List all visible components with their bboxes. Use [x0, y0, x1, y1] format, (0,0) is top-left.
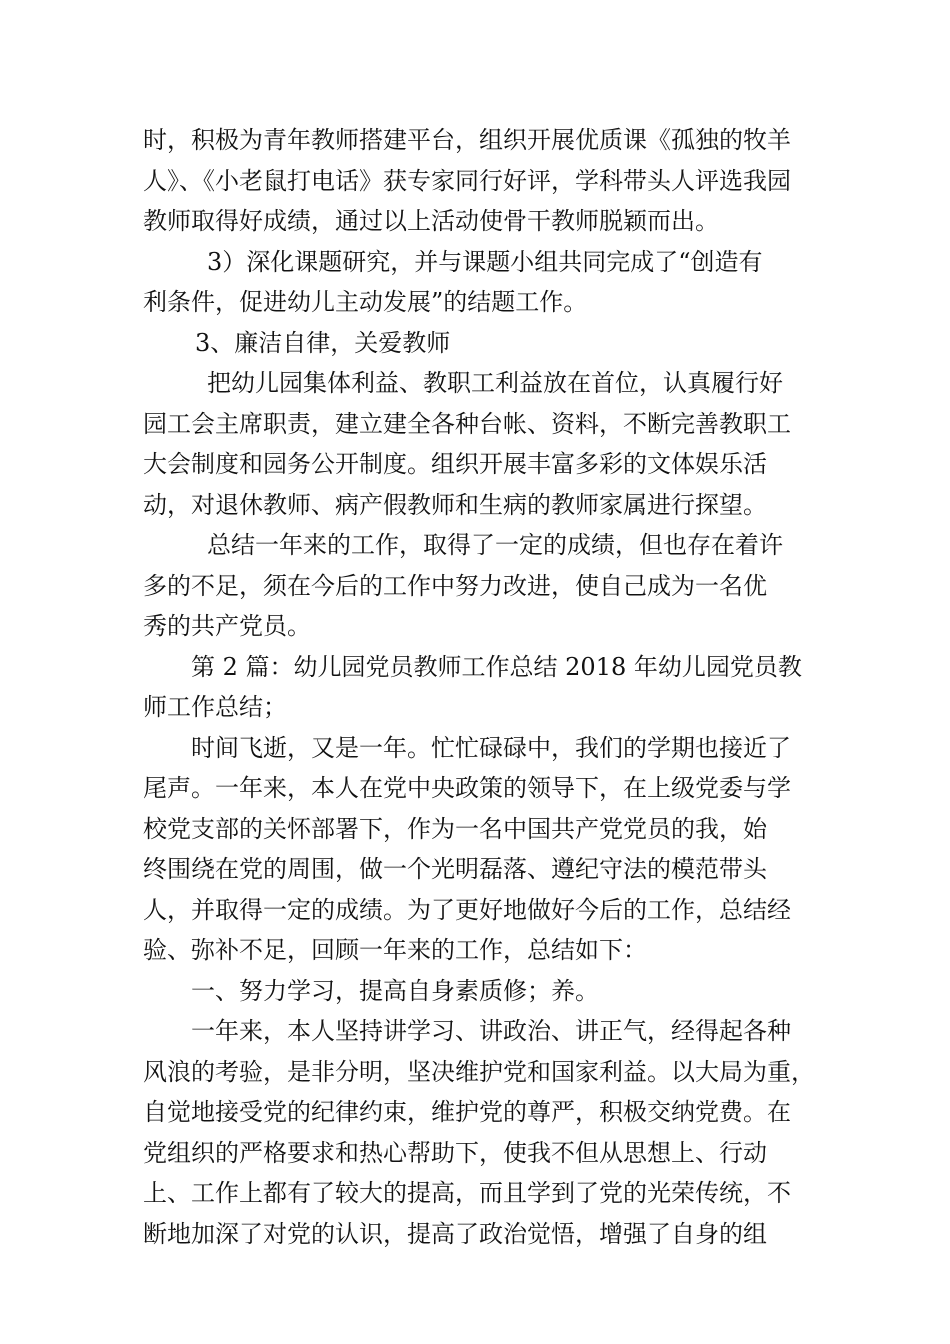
- text-line: 利条件，促进幼儿主动发展”的结题工作。: [143, 288, 588, 316]
- document-body: [143, 120, 813, 1254]
- text-line: 大会制度和园务公开制度。组织开展丰富多彩的文体娱乐活: [143, 450, 767, 478]
- text-line: 动，对退休教师、病产假教师和生病的教师家属进行探望。: [143, 490, 767, 519]
- text-line: 终围绕在党的周围，做一个光明磊落、遵纪守法的模范带头: [143, 855, 767, 883]
- section-heading: 一、努力学习，提高自身素质修；养。: [191, 976, 599, 1005]
- text-line: 3）深化课题研究，并与课题小组共同完成了“创造有: [207, 247, 763, 276]
- text-line: 时间飞逝，又是一年。忙忙碌碌中，我们的学期也接近了: [191, 733, 791, 762]
- text-line: 教师取得好成绩，通过以上活动使骨干教师脱颖而出。: [143, 207, 719, 235]
- text-line: 多的不足，须在今后的工作中努力改进，使自己成为一名优: [143, 571, 767, 600]
- text-line: 把幼儿园集体利益、教职工利益放在首位，认真履行好: [207, 369, 783, 397]
- section-heading: 3、廉洁自律，关爱教师: [195, 328, 451, 357]
- text-line: 校党支部的关怀部署下，作为一名中国共产党党员的我，始: [143, 814, 767, 843]
- text-line: 总结一年来的工作，取得了一定的成绩，但也存在着许: [207, 531, 783, 559]
- text-line: 断地加深了对党的认识，提高了政治觉悟，增强了自身的组: [143, 1219, 767, 1248]
- text-line: 一年来，本人坚持讲学习、讲政治、讲正气，经得起各种: [191, 1017, 791, 1045]
- text-line: 人，并取得一定的成绩。为了更好地做好今后的工作，总结经: [143, 895, 791, 924]
- text-line: 风浪的考验，是非分明，坚决维护党和国家利益。以大局为重，: [143, 1057, 815, 1086]
- text-line: 尾声。一年来，本人在党中央政策的领导下，在上级党委与学: [143, 774, 791, 802]
- text-line: 验、弥补不足，回顾一年来的工作，总结如下：: [143, 936, 647, 964]
- text-line: 上、工作上都有了较大的提高，而且学到了党的光荣传统，不: [143, 1179, 791, 1207]
- text-line: 师工作总结；: [143, 693, 287, 721]
- text-line: 园工会主席职责，建立建全各种台帐、资料，不断完善教职工: [143, 409, 791, 438]
- section-heading: 第 2 篇：幼儿园党员教师工作总结 2018 年幼儿园党员教: [191, 652, 802, 681]
- text-line: 自觉地接受党的纪律约束，维护党的尊严，积极交纳党费。在: [143, 1098, 791, 1126]
- text-line: 秀的共产党员。: [143, 612, 311, 640]
- text-line: 人》、《小老鼠打电话》获专家同行好评，学科带头人评选我园: [143, 166, 791, 195]
- text-line: 时，积极为青年教师搭建平台，组织开展优质课《孤独的牧羊: [143, 126, 791, 154]
- text-line: 党组织的严格要求和热心帮助下，使我不但从思想上、行动: [143, 1138, 767, 1167]
